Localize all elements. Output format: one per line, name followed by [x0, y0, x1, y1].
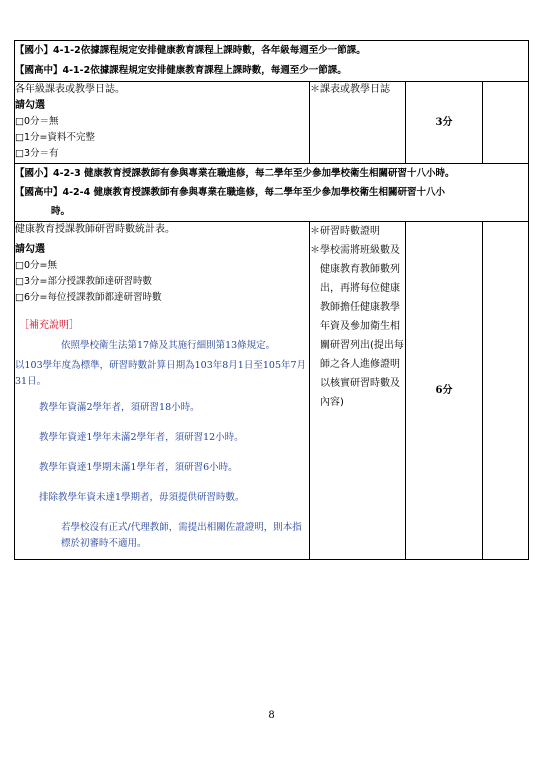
option-6[interactable]: □6分=每位授課教師都達研習時數	[15, 292, 162, 303]
option-3[interactable]: □3分=部分授課教師達研習時數	[15, 276, 152, 287]
option-0[interactable]: □0分=無	[15, 260, 57, 271]
supplement-note-1: 依照學校衛生法第17條及其施行細則第13條規定。	[61, 340, 276, 351]
indicator-high-4-1-2: 【國高中】4-1-2依據課程規定安排健康教育課程上課時數，每週至少一節課。	[15, 65, 347, 76]
option-0[interactable]: □0分＝無	[15, 116, 59, 127]
indicator-elementary-4-2-3: 【國小】4-2-3 健康教育授課教師有參與專業在職進修，每二學年至少參加學校衛生相關研習十八小時。	[15, 168, 455, 179]
criteria-text: 各年級課表或教學日誌。	[15, 84, 125, 95]
indicator-elementary-4-1-2: 【國小】4-1-2依據課程規定安排健康教育課程上課時數，各年級每週至少一節課。	[15, 45, 366, 56]
evaluation-table	[14, 40, 529, 560]
criteria-cell-4-1-2	[15, 82, 310, 164]
indicator-header-4-1-2	[15, 41, 529, 82]
evidence-item-2	[310, 241, 405, 412]
select-label: 請勾選	[15, 244, 45, 255]
supplement-heading: ［補充說明］	[19, 320, 79, 331]
criteria-cell-4-2	[15, 222, 310, 560]
bullet-mark: ＊	[310, 226, 320, 237]
evidence-cell-4-1-2	[310, 82, 406, 164]
indicator-high-4-2-4	[15, 183, 528, 221]
indicator-row-4-1-2	[15, 41, 529, 82]
select-label: 請勾選	[15, 100, 45, 111]
option-3[interactable]: □3分＝有	[15, 148, 59, 159]
bullet-mark: ＊	[310, 245, 320, 256]
score-cell-4-1-2: 3分	[406, 82, 483, 164]
supplement-notes	[15, 338, 309, 552]
indicator-high-4-2-4-line2: 時。	[51, 206, 71, 217]
evidence-text: 研習時數證明	[320, 226, 380, 237]
criteria-row-4-2	[15, 222, 529, 560]
indicator-header-4-2	[15, 164, 529, 222]
supplement-note-5: 教學年資達1學期未滿1學年者，須研習6小時。	[39, 462, 238, 473]
indicator-row-4-2	[15, 164, 529, 222]
criteria-row-4-1-2	[15, 82, 529, 164]
option-1[interactable]: □1分=資料不完整	[15, 132, 95, 143]
blank-cell-4-1-2	[483, 82, 529, 164]
criteria-text: 健康教育授課教師研習時數統計表。	[15, 224, 175, 235]
supplement-note-3: 教學年資滿2學年者，須研習18小時。	[39, 402, 200, 413]
evidence-text: 學校需將班級數及健康教育教師數列出，再將每位健康教師擔任健康教學年資及參加衛生相關研習列出(提出每師之各人進修證明以核實研習時數及內容)	[320, 245, 404, 408]
supplement-note-4: 教學年資達1學年未滿2學年者，須研習12小時。	[39, 432, 244, 443]
supplement-note-2: 以103學年度為標準，研習時數計算日期為103年8月1日至105年7月31日。	[15, 360, 307, 387]
evidence-text: ＊課表或教學日誌	[310, 84, 390, 95]
supplement-note-7: 若學校沒有正式/代理教師，需提出相關佐證證明，則本指標於初審時不適用。	[61, 522, 302, 549]
indicator-high-4-2-4-line1: 【國高中】4-2-4 健康教育授課教師有參與專業在職進修，每二學年至少參加學校衛生相關研習十八小	[15, 187, 446, 198]
blank-cell-4-2	[483, 222, 529, 560]
supplement-note-6: 排除教學年資未達1學期者，毋須提供研習時數。	[39, 492, 245, 503]
page-number: 8	[268, 710, 275, 721]
evidence-cell-4-2	[310, 222, 406, 560]
evidence-item-1	[310, 222, 405, 241]
score-cell-4-2: 6分	[406, 222, 483, 560]
